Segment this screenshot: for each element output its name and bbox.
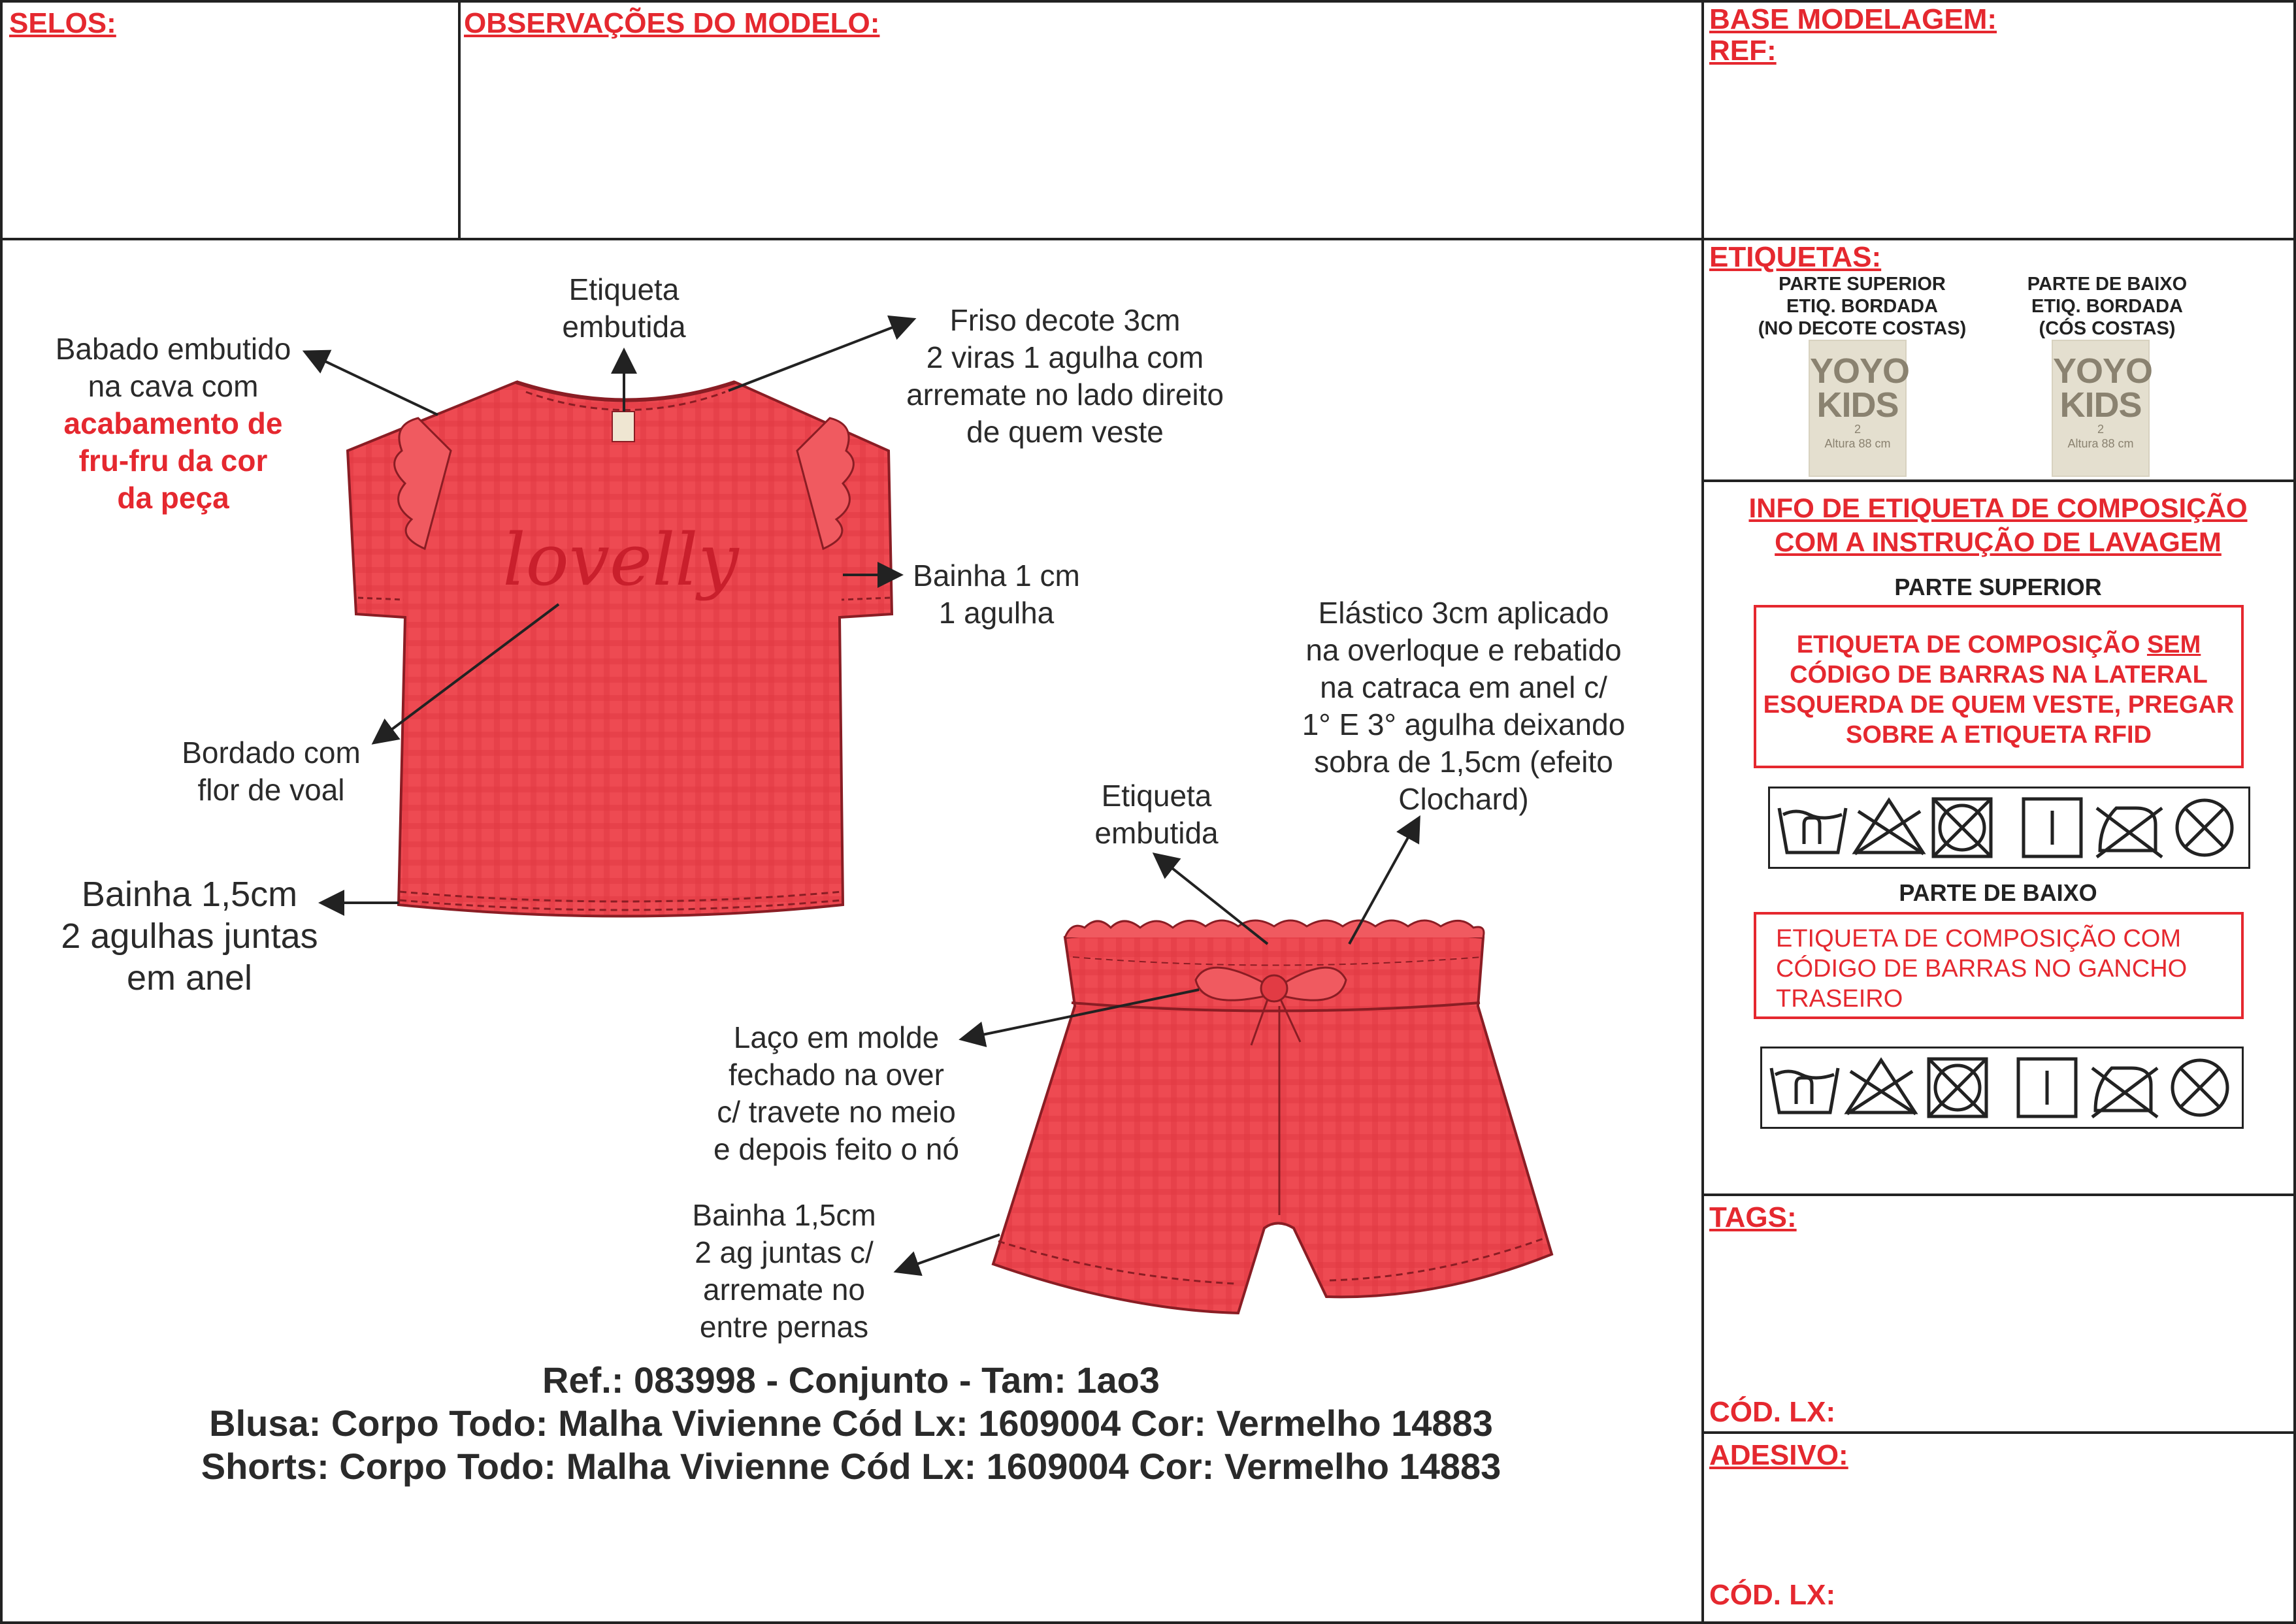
annotation-bainha-blusa (33, 873, 346, 999)
annotation-line: 2 ag juntas c/ (695, 1235, 874, 1269)
text-line: ETIQUETA DE COMPOSIÇÃO COM (1776, 925, 2182, 952)
no-dry-clean-icon (2177, 800, 2232, 855)
annotation-line: Bainha 1,5cm (692, 1198, 876, 1232)
hand-wash-icon (1771, 1068, 1838, 1112)
annotation-etiqueta-shorts (1078, 777, 1235, 852)
annotation-line: Bainha 1 cm (913, 559, 1080, 593)
blusa-material-line: Blusa: Corpo Todo: Malha Vivienne Cód Lx: 1609004 Cor: Vermelho 14883 (209, 1403, 1493, 1444)
annotation-line: fechado na over (729, 1058, 944, 1092)
annotation-line: embutida (562, 310, 686, 344)
brand-text: KIDS (1816, 385, 1899, 425)
annotation-friso-decote (876, 302, 1255, 451)
title-line: COM A INSTRUÇÃO DE LAVAGEM (1775, 527, 2222, 557)
label-line: (NO DECOTE COSTAS) (1758, 318, 1967, 339)
annotation-line-red: da peça (117, 481, 229, 515)
no-bleach-icon (1855, 800, 1924, 854)
annotation-bordado (167, 734, 376, 809)
tags-cod-lx: CÓD. LX: (1709, 1396, 1836, 1428)
text-underlined: SEM (2146, 631, 2201, 658)
annotation-line: embutida (1094, 816, 1219, 850)
no-tumble-dry-icon (1929, 1059, 1986, 1116)
adesivo-cod-lx: CÓD. LX: (1709, 1579, 1836, 1611)
text-line: SOBRE A ETIQUETA RFID (1846, 721, 2152, 749)
annotation-bainha-manga (898, 557, 1094, 632)
annotation-line: 1° E 3° agulha deixando (1302, 707, 1626, 741)
annotation-bainha-shorts (673, 1197, 895, 1346)
shorts-material-line: Shorts: Corpo Todo: Malha Vivienne Cód Lx: 1609004 Cor: Vermelho 14883 (201, 1446, 1501, 1487)
annotation-line: Bainha 1,5cm (81, 875, 298, 914)
care-symbols-superior (1768, 787, 2250, 869)
product-ref-line: Ref.: 083998 - Conjunto - Tam: 1ao3 (542, 1359, 1160, 1401)
annotation-line: Elástico 3cm aplicado (1318, 596, 1609, 630)
shorts-drawing (993, 920, 1552, 1313)
annotation-laco (699, 1019, 974, 1168)
annotation-line: flor de voal (197, 773, 345, 807)
embroidery-text: lovelly (502, 518, 739, 602)
tags-title: TAGS: (1709, 1201, 1797, 1233)
annotation-etiqueta-blusa (559, 271, 689, 346)
selos-title: SELOS: (9, 7, 116, 39)
hand-wash-icon (1779, 808, 1846, 853)
etiqueta-superior-label (1751, 273, 1973, 340)
etiqueta-inferior-label (2006, 273, 2208, 340)
annotation-line: entre pernas (699, 1310, 869, 1344)
brand-label-inferior (2052, 340, 2153, 477)
annotation-line-red: fru-fru da cor (78, 444, 268, 478)
no-iron-icon (2092, 1068, 2157, 1117)
line-dry-icon (2018, 1059, 2076, 1116)
text-line: ESQUERDA DE QUEM VESTE, PREGAR (1763, 691, 2235, 719)
no-dry-clean-icon (2173, 1060, 2227, 1115)
annotation-line: e depois feito o nó (713, 1132, 959, 1166)
tag-size: 2 (2097, 423, 2104, 436)
annotation-line: Bordado com (182, 736, 361, 770)
blouse-drawing (348, 382, 892, 917)
annotation-line: Etiqueta (1101, 779, 1212, 813)
annotation-line-red: acabamento de (63, 406, 283, 440)
no-iron-icon (2097, 808, 2162, 857)
annotation-line: c/ travete no meio (717, 1095, 956, 1129)
annotation-line: 2 viras 1 agulha com (926, 340, 1204, 374)
title-line: INFO DE ETIQUETA DE COMPOSIÇÃO (1748, 493, 2248, 523)
ref-title: REF: (1709, 35, 1777, 67)
annotation-line: 2 agulhas juntas (61, 917, 318, 956)
annotation-line: 1 agulha (938, 596, 1055, 630)
annotation-line: Laço em molde (733, 1020, 940, 1054)
no-bleach-icon (1847, 1060, 1916, 1114)
text-line (1756, 630, 2241, 660)
care-symbols-inferior (1760, 1047, 2244, 1129)
annotation-line: sobra de 1,5cm (efeito (1314, 745, 1613, 779)
text-span: ETIQUETA DE COMPOSIÇÃO (1796, 631, 2147, 658)
annotation-line: Babado embutido (55, 332, 291, 366)
brand-text: YOYO (2053, 351, 2153, 391)
line-dry-icon (2024, 799, 2081, 856)
text-line: CÓDIGO DE BARRAS NO GANCHO (1776, 955, 2188, 983)
label-line: ETIQ. BORDADA (2031, 296, 2183, 317)
parte-superior-label: PARTE SUPERIOR (1894, 574, 2102, 600)
annotation-line: de quem veste (966, 415, 1164, 449)
tag-size: 2 (1854, 423, 1861, 436)
annotation-line: em anel (126, 958, 253, 998)
composicao-title (1704, 491, 2292, 559)
annotation-line: na overloque e rebatido (1305, 633, 1622, 667)
brand-label-superior (1809, 340, 1910, 477)
annotation-line: arremate no (702, 1273, 865, 1307)
etiquetas-title: ETIQUETAS: (1709, 241, 1882, 273)
annotation-line: Etiqueta (568, 272, 680, 306)
annotation-elastico (1274, 594, 1653, 818)
adesivo-title: ADESIVO: (1709, 1439, 1848, 1471)
brand-text: KIDS (2059, 385, 2142, 425)
label-line: PARTE SUPERIOR (1779, 274, 1946, 295)
text-line: CÓDIGO DE BARRAS NA LATERAL (1790, 661, 2208, 689)
annotation-line: Friso decote 3cm (949, 303, 1181, 337)
composicao-superior-box (1754, 605, 2244, 768)
annotation-babado (33, 331, 314, 517)
label-line: (CÓS COSTAS) (2039, 318, 2176, 339)
no-tumble-dry-icon (1933, 799, 1991, 856)
annotation-line: Clochard) (1398, 782, 1529, 816)
annotation-line: na catraca em anel c/ (1320, 670, 1607, 704)
annotation-line: arremate no lado direito (906, 378, 1224, 412)
brand-text: YOYO (1810, 351, 1910, 391)
composicao-inferior-box (1754, 912, 2244, 1019)
annotation-line: na cava com (88, 369, 259, 403)
label-line: PARTE DE BAIXO (2027, 274, 2188, 295)
label-line: ETIQ. BORDADA (1786, 296, 1938, 317)
tag-height: Altura 88 cm (1824, 437, 1891, 450)
tag-height: Altura 88 cm (2067, 437, 2134, 450)
parte-de-baixo-label: PARTE DE BAIXO (1899, 879, 2097, 906)
base-modelagem-title: BASE MODELAGEM: (1709, 3, 1997, 35)
text-line: TRASEIRO (1776, 985, 1903, 1013)
observacoes-title: OBSERVAÇÕES DO MODELO: (464, 7, 880, 39)
